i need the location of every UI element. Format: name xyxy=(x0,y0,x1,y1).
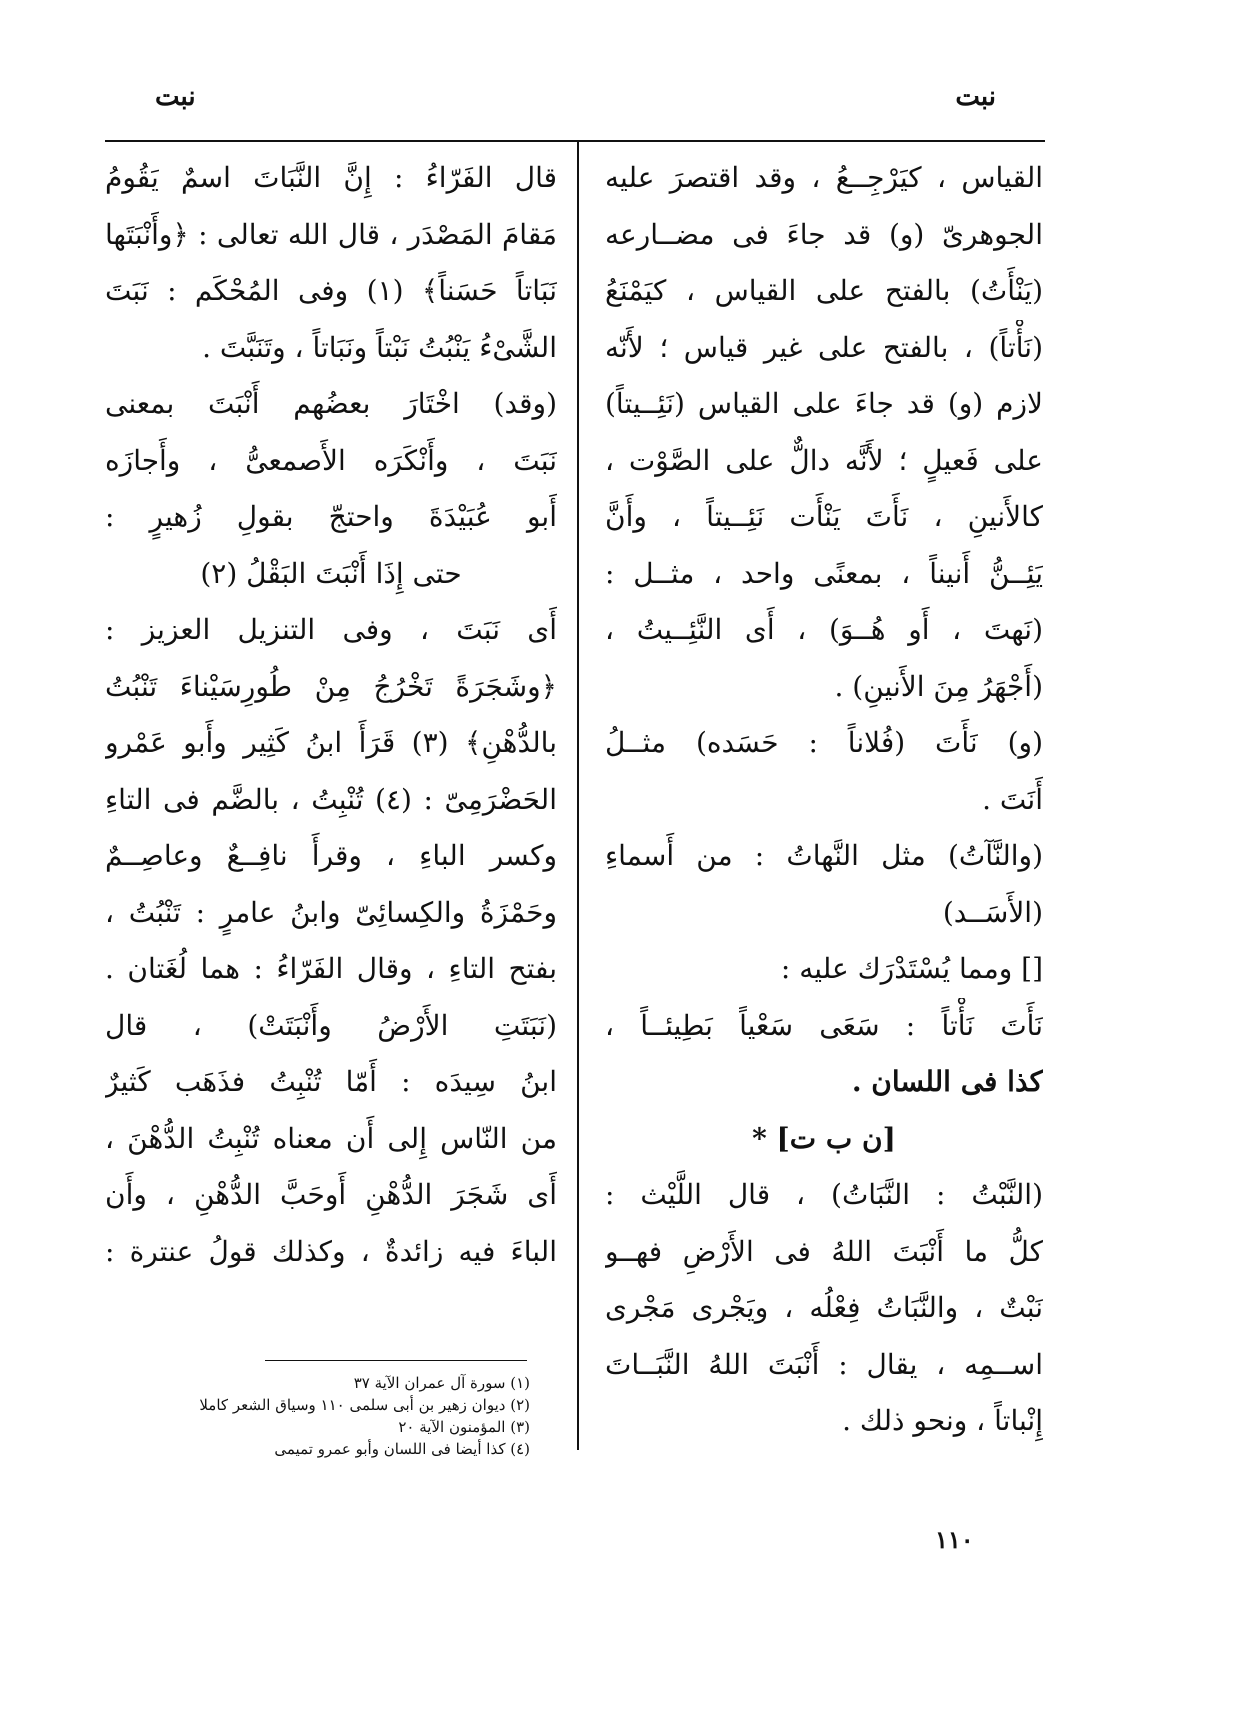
header-rule xyxy=(105,140,1045,142)
text-line: (نَهتَ ، أَو هُــوَ) ، أَى النَّئِــيتُ ، xyxy=(605,613,1043,646)
text-line: أَى شَجَرَ الدُّهْنِ أَوحَبَّ الدُّهْنِ ، وأَن xyxy=(105,1178,557,1211)
text-line: أَبو عُبَيْدَةَ واحتجّ بقولِ زُهيرٍ : xyxy=(105,500,557,533)
text-line: الحَضْرَمِىّ : (٤) تُنْبِتُ ، بالضَّم فى التاءِ xyxy=(105,782,557,816)
text-line: ﴿وشَجَرَةً تَخْرُجُ مِنْ طُورِسَيْناءَ تَنْبُتُ xyxy=(105,669,557,703)
page-number: ١١٠ xyxy=(935,1525,974,1554)
text-line: الباءَ فيه زائدةٌ ، وكذلك قولُ عنترة : xyxy=(105,1234,557,1268)
text-line: يَئِــنُّ أَنيناً ، بمعنًى واحد ، مثــل : xyxy=(605,556,1043,590)
poetry-line: حتى إِذَا أَنْبَتَ البَقْلُ (٢) xyxy=(200,556,462,590)
text-line: أَى نَبَتَ ، وفى التنزيل العزيز : xyxy=(105,613,557,646)
text-line: أَنَتَ . xyxy=(982,782,1043,816)
text-line: (الأَسَــد) xyxy=(942,895,1043,929)
text-line: (والنَّآتُ) مثل النَّهاتُ : من أَسماءِ xyxy=(605,839,1043,872)
text-line: الشَّىْءُ يَنْبُتُ نَبْتاً ونَبَاتاً ، وتَنَبَّتَ . xyxy=(202,330,557,364)
text-line: لازم (و) قد جاءَ على القياس (نَئِــيتاً) xyxy=(605,387,1043,420)
text-line: (نَأْتاً) ، بالفتح على غير قياس ؛ لأَنّه xyxy=(605,330,1043,364)
text-line: على فَعيلٍ ؛ لأَنَّه دالٌّ على الصَّوْت ، xyxy=(605,443,1043,477)
text-line: نَبَتَ ، وأَنْكَرَه الأَصمعىُّ ، وأَجازَه xyxy=(105,443,557,477)
footnote: (١) سورة آل عمران الآية ٣٧ xyxy=(353,1374,530,1392)
running-header-left: نبت xyxy=(155,82,196,112)
footnote-rule xyxy=(265,1360,527,1361)
text-line: كذا فى اللسان . xyxy=(851,1065,1043,1098)
text-line: (و) نَأَتَ (فُلاناً : حَسَده) مثــلُ xyxy=(605,726,1043,759)
text-line: بالدُّهْنِ﴾ (٣) قَرَأَ ابنُ كَثِير وأَبو عَمْرو xyxy=(105,726,557,759)
text-line: (أَجْهَرُ مِنَ الأَنينِ) . xyxy=(834,669,1043,703)
footnote: (٣) المؤمنون الآية ٢٠ xyxy=(398,1418,530,1436)
text-line: بفتح التاءِ ، وقال الفَرّاءُ : هما لُغَتان . xyxy=(105,952,557,985)
text-line: كالأَنينِ ، نَأَتَ يَنْأَت نَئِــيتاً ، وأَنَّ xyxy=(605,500,1043,533)
text-line: نَبَاتاً حَسَناً﴾ (١) وفى المُحْكَم : نَبَتَ xyxy=(105,274,557,307)
left-column xyxy=(105,150,557,1280)
text-line: (يَنْأَتُ) بالفتح على القياس ، كيَمْنَعُ xyxy=(605,274,1043,307)
text-line: نَأَتَ نَأْتاً : سَعَى سَعْياً بَطِيئــاً ، xyxy=(605,1008,1043,1042)
text-line: [] ومما يُسْتَدْرَك عليه : xyxy=(780,952,1043,985)
column-divider xyxy=(577,140,579,1450)
text-line: إِنْباتاً ، ونحو ذلك . xyxy=(842,1404,1043,1437)
footnote: (٢) ديوان زهير بن أبى سلمى ١١٠ وسياق الشعر كاملا xyxy=(199,1396,530,1414)
footnotes xyxy=(160,1372,530,1460)
right-column xyxy=(605,150,1043,1450)
text-line: قال الفَرّاءُ : إِنَّ النَّبَاتَ اسمٌ يَقُومُ xyxy=(105,161,557,194)
text-line: وكسر الباءِ ، وقرأَ نافِــعٌ وعاصِــمٌ xyxy=(105,839,557,872)
text-line: اســمِه ، يقال : أَنْبَتَ اللهُ النَّبَــاتَ xyxy=(605,1347,1043,1381)
text-line: القياس ، كيَرْجِــعُ ، وقد اقتصرَ عليه xyxy=(605,161,1043,194)
footnote: (٤) كذا أيضا فى اللسان وأبو عمرو تميمى xyxy=(274,1440,530,1458)
text-line: من النّاس إِلى أَن معناه تُنْبِتُ الدُّهْنَ ، xyxy=(105,1121,557,1155)
text-line: ابنُ سِيدَه : أَمّا تُنْبِتُ فذَهَب كَثيرٌ xyxy=(105,1065,557,1098)
text-line: كلُّ ما أَنْبَتَ اللهُ فى الأَرْضِ فهــو xyxy=(605,1234,1043,1268)
text-line: نَبْتٌ ، والنَّبَاتُ فِعْلُه ، ويَجْرى مَجْرى xyxy=(605,1291,1043,1324)
text-line: (نَبَتَتِ الأَرْضُ وأَنْبَتَتْ) ، قال xyxy=(105,1008,557,1042)
running-header-right: نبت xyxy=(955,82,996,112)
text-line: (النَّبْتُ : النَّبَاتُ) ، قال اللَّيْث : xyxy=(605,1178,1043,1211)
text-line: وحَمْزَةُ والكِسائِىّ وابنُ عامرٍ : تَنْبُتُ ، xyxy=(105,895,557,929)
entry-heading: [ن ب ت] * xyxy=(752,1121,896,1155)
text-line: (وقد) اخْتَارَ بعضُهم أَنْبَتَ بمعنى xyxy=(105,387,557,420)
text-line: الجوهرىّ (و) قد جاءَ فى مضــارعه xyxy=(605,217,1043,251)
text-line: مَقامَ المَصْدَر ، قال الله تعالى : ﴿وأَنْبَتَها xyxy=(105,217,557,251)
